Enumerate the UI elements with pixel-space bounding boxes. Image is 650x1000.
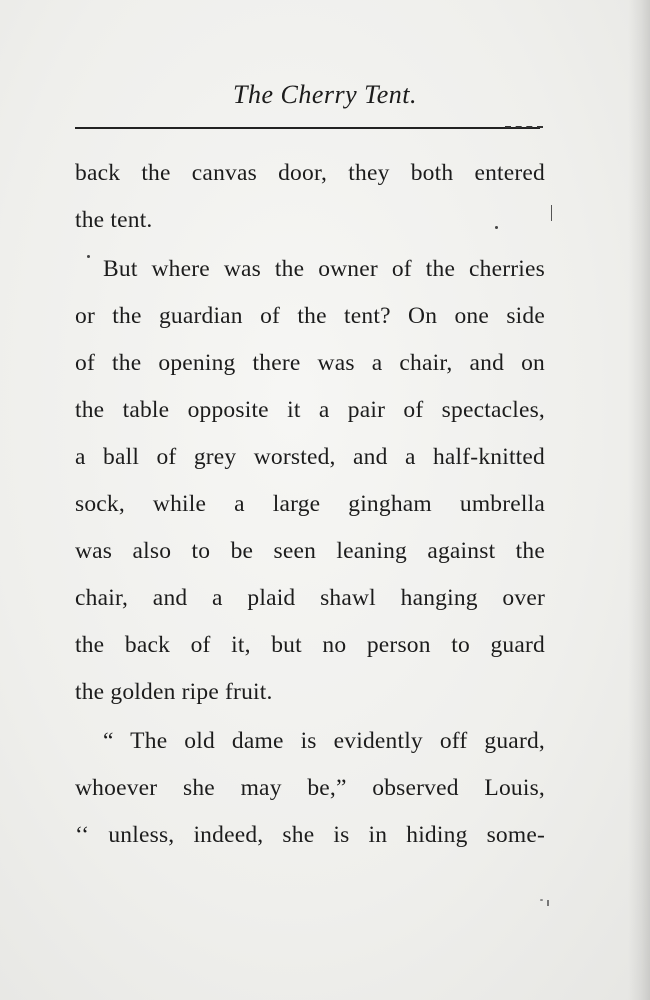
text-line: whoever she may be,” observed Louis, bbox=[75, 775, 545, 801]
print-speck bbox=[540, 899, 543, 901]
print-speck bbox=[551, 205, 552, 221]
print-speck bbox=[87, 255, 90, 258]
text-line: the table opposite it a pair of spectacles, bbox=[75, 397, 545, 423]
header-rule-tail bbox=[505, 126, 543, 128]
text-line: a ball of grey worsted, and a half-knitted bbox=[75, 444, 545, 470]
running-head: The Cherry Tent. bbox=[233, 80, 417, 109]
text-line: or the guardian of the tent? On one side bbox=[75, 303, 545, 329]
text-line: the back of it, but no person to guard bbox=[75, 632, 545, 658]
text-line: was also to be seen leaning against the bbox=[75, 538, 545, 564]
header-rule bbox=[75, 127, 540, 129]
text-line: the golden ripe fruit. bbox=[75, 679, 273, 705]
text-line: of the opening there was a chair, and on bbox=[75, 350, 545, 376]
body-text bbox=[75, 150, 545, 859]
text-line: sock, while a large gingham umbrella bbox=[75, 491, 545, 517]
paragraph-start-line: But where was the owner of the cherries bbox=[103, 256, 545, 282]
text-line: back the canvas door, they both entered bbox=[75, 160, 545, 186]
text-line: ‘‘ unless, indeed, she is in hiding some- bbox=[75, 822, 545, 848]
paragraph-start-line: “ The old dame is evidently off guard, bbox=[103, 728, 545, 754]
text-line: the tent. bbox=[75, 207, 153, 233]
page-edge-shadow bbox=[628, 0, 650, 1000]
text-line: chair, and a plaid shawl hanging over bbox=[75, 585, 545, 611]
print-speck bbox=[495, 226, 498, 229]
print-speck bbox=[547, 900, 549, 906]
